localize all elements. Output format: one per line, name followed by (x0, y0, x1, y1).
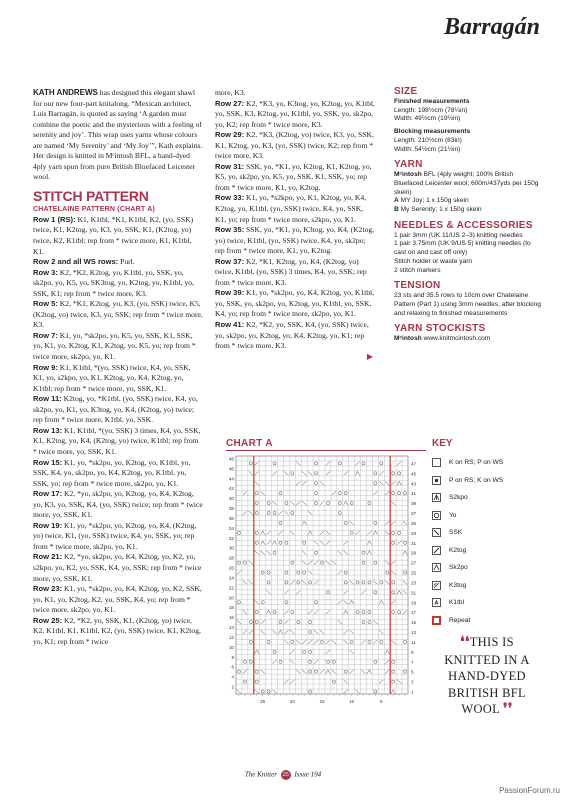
chart-row-number: 34 (228, 525, 234, 531)
row-label: Row 39: (215, 288, 245, 298)
needles-heading: NEEDLES & ACCESSORIES (394, 219, 533, 231)
row-label: Row 3: (33, 267, 58, 277)
yarn-heading: YARN (394, 159, 423, 171)
row-label: Row 5: (33, 299, 58, 309)
row-text: K1, yo, *sk2po, yo, K5, yo, SSK, K1, SSK, yo, K1, yo, K2tog, K1, K2tog, yo, K5, yo; rep from * twice more, sk2po, yo, K1. (33, 330, 196, 362)
chart-row-number: 44 (228, 476, 234, 482)
finished-title: Finished measurements (394, 98, 470, 105)
chart-row-number: 4 (231, 674, 234, 680)
row-instruction (33, 616, 203, 648)
row-label: Row 1 (RS): (33, 214, 76, 224)
key-item (432, 524, 542, 542)
row-text: K1, yo, *sk2po, yo, K2tog, yo, K1tbl, yo, SSK, K4, yo, sk2po, yo, K4, K2tog, yo, K1tbl, yo, SSK, yo; rep from * twice more, sk2po, yo, K1. (33, 457, 191, 488)
stockist-url: www.knitmcintosh.com (421, 335, 491, 343)
row-instruction (215, 130, 375, 162)
chart-row-number: 30 (228, 545, 234, 551)
chart-col-number: 5 (380, 699, 383, 704)
row-label: Row 27: (215, 98, 245, 108)
size-section (394, 86, 544, 154)
key-item-label: K3tog (449, 581, 467, 589)
chart-col-number: 25 (260, 699, 266, 704)
key-item-label: Yo (449, 511, 457, 519)
row-text: K2, *K3, (K2tog, yo) twice, K3, yo, SSK, K1, K2tog, yo, K3, (yo, SSK) twice, K2; rep from * twice more, K3. (215, 130, 374, 161)
yarn-a-label: A (394, 197, 399, 205)
chart-row-number: 42 (228, 486, 234, 492)
row-instruction (33, 584, 203, 616)
row-instruction (33, 552, 203, 584)
row-instruction (33, 268, 203, 300)
blocking-title: Blocking measurements (394, 128, 471, 136)
chart-row-number: 36 (228, 515, 234, 521)
chart-row-number: 13 (411, 630, 417, 636)
chart-row-number: 20 (228, 595, 234, 601)
needles-line-4: 2 stitch markers (394, 266, 441, 274)
row-instruction (215, 99, 375, 131)
key-item-label: Repeat (449, 616, 471, 624)
chart-row-number: 38 (228, 506, 234, 512)
key-item-label: S2kpo (449, 494, 468, 502)
row-label: Row 15: (33, 457, 63, 467)
chart-row-number: 7 (411, 659, 414, 665)
yarn-b (394, 206, 544, 215)
row-text: K1, yo, *sk2po, yo, K4, K2tog, yo, K1tbl, yo, SSK, yo, sk2po, yo, K2tog, yo, K1tbl, yo, SSK, K4, yo; rep from * twice more, sk2po, yo, K1. (215, 288, 375, 319)
chart-row-number: 29 (411, 550, 417, 556)
k2tog-slash-icon (432, 546, 441, 555)
row-label: Row 13: (33, 425, 63, 435)
s2kpo-symbol-icon (432, 493, 441, 502)
tension-heading: TENSION (394, 280, 441, 292)
chart-a-svg (222, 452, 422, 710)
chart-row-number: 45 (411, 471, 417, 477)
yarn-a (394, 197, 544, 206)
chart-row-number: 19 (411, 600, 417, 606)
chart-row-number: 48 (228, 456, 234, 462)
row-instruction (215, 88, 375, 99)
chart-row-number: 12 (228, 634, 234, 640)
row-label: Row 17: (33, 489, 63, 499)
chart-row-number: 2 (231, 684, 234, 690)
row-label: Row 33: (215, 193, 245, 203)
row-text: Purl. (118, 257, 135, 267)
row-instruction (215, 225, 375, 257)
chart-row-number: 32 (228, 535, 234, 541)
key-item (432, 612, 542, 630)
row-text: SSK, yo, *K1, yo, K2tog, K1, K2tog, yo, K5, yo, sk2po, yo, K5, yo, SSK, K1, SSK, yo; rep from * twice more, K1, yo, K2tog. (215, 161, 372, 192)
key-list (432, 454, 542, 629)
row-text: more, K3. (215, 88, 246, 97)
row-instruction (215, 257, 375, 289)
chart-row-number: 21 (411, 590, 417, 596)
chart-row-number: 23 (411, 580, 417, 586)
key-item-label: P on RS; K on WS (449, 476, 504, 484)
row-instruction (215, 320, 375, 352)
row-text: K2, *K3, yo, K3tog, yo, K2tog, yo, K1tbl, yo, SSK, K3, K2tog, yo, K1tbl, yo, SSK, yo, sk2po, yo, K2; rep from * twice more, K3. (215, 98, 375, 129)
chart-row-number: 41 (411, 491, 417, 497)
chart-row-number: 11 (411, 639, 416, 645)
close-quote-icon: ❜❜ (503, 702, 513, 717)
chart-row-number: 31 (411, 540, 417, 546)
chart-row-number: 26 (228, 565, 234, 571)
stitch-pattern-subheading: CHATELAINE PATTERN (CHART A) (33, 205, 155, 213)
yarn-a-text: MY Joy; 1 x 150g skein (398, 197, 469, 205)
row-label: Row 23: (33, 584, 63, 594)
row-instruction (33, 215, 203, 257)
row-text: K2, *yo, sk2po, yo, K4, K2tog, yo, K2, yo, s2kpo, yo, K2, yo, SSK, K4, yo, SSK; rep from * twice more, yo, SSK, K1. (33, 552, 202, 583)
pattern-column-1 (33, 88, 203, 647)
row-instruction (33, 363, 203, 395)
chart-col-number: 15 (319, 699, 325, 704)
finished-length: Length: 198½cm (78¼in) (394, 106, 468, 114)
row-label: Row 41: (215, 320, 245, 330)
chart-title: CHART A (226, 438, 273, 449)
row-text: K1, K1tbl, *(yo, SSK) 3 times, K4, yo, SSK, K1, K2tog, yo, K4, (K2tog, yo) twice, K1tbl; rep from * twice more, yo, SSK, K1. (33, 425, 201, 456)
tension-text: 23 sts and 35.5 rows to 10cm over Chatelaine Pattern (Part 1) using 3mm needles, after blocking and relaxing to finished measurements (394, 292, 541, 317)
row-instruction (33, 299, 203, 331)
watermark: PassionForum.ru (499, 786, 560, 795)
key-item-label: SSK (449, 529, 463, 537)
tension-section (394, 280, 544, 318)
row-text: K1, yo, *sk2po, yo, K4, K2tog, yo, K2, SSK, yo, K1, yo, K2tog, K2, yo, SSK, K4, yo; rep from * twice more, sk2po, yo, K1. (33, 584, 202, 615)
key-item-label: Sk2po (449, 564, 468, 572)
row-text: K2, *K2, yo, SSK, K4, (yo, SSK) twice, yo, sk2po, yo, K2tog, yo, K4, K2tog, yo, K1; rep from * twice more, K3. (215, 320, 369, 351)
yarn-b-label: B (394, 206, 399, 214)
row-text: K1, K1tbl, *(yo, SSK) twice, K4, yo, SSK, K1, yo, s2kpo, yo, K1, K2tog, yo, K4, K2tog, yo, K1tbl; rep from * twice more, yo, SSK, K1. (33, 362, 191, 393)
row-label: Row 2 and all WS rows: (33, 257, 119, 267)
finished-width: Width: 49½cm (19½in) (394, 115, 461, 123)
row-text: K2, *K1, K2tog, yo, K3, (yo, SSK) twice, K5, (K2tog, yo) twice, K3, yo, SSK; rep from * twice more, K3. (33, 299, 203, 330)
row-text: K1, yo, *sk2po, yo, K2tog, yo, K4, (K2tog, yo) twice, K1, (yo, SSK) twice, K4, yo, SSK, yo; rep from * twice more, sk2po, yo, K1. (33, 520, 197, 551)
row-instruction (33, 331, 203, 363)
chart-row-number: 43 (411, 481, 417, 487)
chart-row-number: 40 (228, 496, 234, 502)
key-item (432, 472, 542, 490)
needles-line-1: 1 pair 3mm (UK 11/US 2–3) knitting needles (394, 231, 523, 239)
chart-row-number: 1 (411, 689, 414, 695)
key-item (432, 454, 542, 472)
intro-paragraph (33, 88, 203, 183)
row-label: Row 35: (215, 225, 245, 235)
row-instruction (33, 426, 203, 458)
designer-name: KATH ANDREWS (33, 88, 98, 97)
chart-row-number: 15 (411, 620, 417, 626)
row-label: Row 9: (33, 362, 58, 372)
row-instructions-list-2 (215, 88, 375, 352)
key-item (432, 577, 542, 595)
info-column (394, 86, 544, 349)
stockists-section (394, 323, 544, 344)
yo-circle-icon (432, 511, 441, 520)
continued-arrow-icon: ▶ (366, 351, 373, 361)
row-instruction (215, 193, 375, 225)
yarn-brand: Mᶜintosh (394, 171, 422, 179)
chart-row-number: 18 (228, 605, 234, 611)
chart-row-number: 8 (231, 654, 234, 660)
quote-text: THIS IS KNITTED IN A HAND-DYED BRITISH BFL WOOL (444, 635, 530, 716)
blocking-width: Width: 54½cm (21½in) (394, 145, 461, 153)
row-label: Row 7: (33, 330, 58, 340)
chart-col-number: 20 (289, 699, 295, 704)
chart-row-number: 24 (228, 575, 234, 581)
chart-a (222, 452, 422, 710)
row-label: Row 11: (33, 394, 62, 404)
open-quote-icon: ❛❛ (460, 635, 470, 650)
key-item-label: K1tbl (449, 599, 465, 607)
chart-row-number: 10 (228, 644, 234, 650)
yarn-b-text: My Serenity; 1 x 150g skein (398, 206, 482, 214)
page-number: 25 (282, 772, 289, 778)
key-item-label: K on RS; P on WS (449, 459, 504, 467)
chart-row-number: 14 (228, 625, 234, 631)
row-instruction (215, 288, 375, 320)
row-label: Row 25: (33, 615, 63, 625)
stockists-heading: YARN STOCKISTS (394, 323, 486, 335)
pull-quote (432, 634, 542, 719)
chart-row-number: 37 (411, 511, 417, 517)
row-instruction (215, 162, 375, 194)
size-heading: SIZE (394, 86, 418, 97)
magazine-name: The Knitter (244, 770, 277, 779)
needles-line-3: Stitch holder or waste yarn (394, 257, 473, 265)
row-text: K2, *K2, yo, SSK, K1, (K2tog, yo) twice, K2, K1tbl, K1, K1tbl, K2, (yo, SSK) twice, K1, K2tog, yo, K1; rep from * twice (33, 615, 201, 646)
ssk-slash-icon (432, 528, 441, 537)
row-instruction (33, 257, 203, 268)
chart-row-number: 5 (411, 669, 414, 675)
chart-row-number: 17 (411, 610, 417, 616)
row-text: K2, *K2, K2tog, yo, K1tbl, yo, SSK, yo, sk2po, yo, K5, yo, SK3tog, yo, K2tog, yo, K1tbl, yo, SSK, K1; rep from * twice more, K3. (33, 267, 194, 298)
row-text: K1, K1tbl, *K1, K1tbl, K2, (yo, SSK) twice, K1, K2tog, yo, K3, yo, SSK, K1, (K2tog, yo) twice, K2, K1tbl; rep from * twice more, K1, K1tbl, K1. (33, 214, 194, 256)
k3tog-symbol-icon (432, 581, 441, 590)
key-item (432, 507, 542, 525)
row-text: K1, yo, *s2kpo, yo, K1, K2tog, yo, K4, K2tog, yo, K1tbl, (yo, SSK) twice, K4, yo, SSK, K1, yo; rep from * twice more, s2kpo, yo, K1. (215, 193, 367, 224)
chart-row-number: 22 (228, 585, 234, 591)
row-instructions-list-1 (33, 215, 203, 647)
row-instruction (33, 489, 203, 521)
row-text: SSK, yo, *K1, yo, K3tog, yo, K4, (K2tog, yo) twice, K1tbl, (yo, SSK) twice, K4, yo, sk2po; rep from * twice more, K1, yo, K2tog. (215, 225, 375, 256)
chart-row-number: 25 (411, 570, 417, 576)
k1tbl-symbol-icon (432, 598, 441, 607)
yarn-desc-text: BFL (4ply weight; 100% British Bluefaced Leicester wool; 600m/437yds per 150g skein) (394, 171, 539, 196)
sk2po-symbol-icon (432, 563, 441, 572)
row-label: Row 19: (33, 520, 63, 530)
yarn-desc (394, 171, 544, 197)
stockist-line (394, 335, 544, 344)
page-footer (0, 770, 566, 780)
row-text: K2, *K1, K2tog, yo, K4, (K2tog, yo) twice, K1tbl, (yo, SSK) 3 times, K4, yo, SSK; rep from * twice more, K3. (215, 256, 367, 287)
row-label: Row 37: (215, 256, 245, 266)
key-item (432, 559, 542, 577)
key-heading: KEY (432, 438, 453, 449)
row-text: K2, *yo, sk2po, yo, K2tog, yo, K4, K2tog, yo, K3, yo, SSK, K4, (yo, SSK) twice; rep from * twice more, yo, SSK, K1. (33, 489, 203, 520)
chart-key (432, 438, 542, 629)
key-item (432, 489, 542, 507)
chart-row-number: 35 (411, 520, 417, 526)
yarn-section (394, 159, 544, 215)
chart-row-number: 3 (411, 679, 414, 685)
needles-line-2: 1 pair 3.75mm (UK 9/US 5) knitting needles (to cast on and cast off only) (394, 240, 531, 257)
chart-title-rule (226, 450, 426, 451)
intro-text: has designed this elegant shawl for our new four-part knitalong. “Mexican architect, Luis Barragán, is quoted as saying ‘A garden must combine the poetic and the mysterious with a feeling of serenity and joy’. This wrap uses yarns whose colours are named ‘My Serenity’ and ‘My Joy’”, Kath explains. Her design is knitted in Mᶜintosh BFL, a hand-dyed 4ply yarn spun from pure British Bluefaced Leicester wool. (33, 88, 203, 182)
chart-row-number: 47 (411, 461, 417, 467)
chart-row-number: 6 (231, 664, 234, 670)
key-item (432, 594, 542, 612)
row-instruction (33, 394, 203, 426)
issue-number: Issue 194 (294, 770, 322, 779)
blocking-length: Length: 210½cm (83in) (394, 136, 462, 144)
chart-row-number: 33 (411, 530, 417, 536)
row-instruction (33, 458, 203, 490)
stitch-pattern-heading: STITCH PATTERN (33, 187, 149, 204)
key-item-label: K2tog (449, 546, 467, 554)
page-title: Barragán (443, 14, 540, 40)
chart-row-number: 27 (411, 560, 417, 566)
row-label: Row 29: (215, 130, 245, 140)
chart-row-number: 39 (411, 501, 417, 507)
chart-row-number: 9 (411, 649, 414, 655)
needles-section (394, 220, 544, 276)
p-dot-square-icon (432, 476, 441, 485)
chart-col-number: 10 (349, 699, 355, 704)
k-square-icon (432, 458, 441, 467)
chart-row-number: 46 (228, 466, 234, 472)
row-instruction (33, 521, 203, 553)
row-label: Row 21: (33, 552, 63, 562)
stockist-brand: Mᶜintosh (394, 335, 422, 343)
repeat-box-icon (432, 616, 441, 625)
row-label: Row 31: (215, 161, 245, 171)
pattern-column-2 (215, 88, 375, 362)
chart-row-number: 28 (228, 555, 234, 561)
chart-row-number: 16 (228, 615, 234, 621)
key-item (432, 542, 542, 560)
row-text: K2tog, yo, *K1tbl, (yo, SSK) twice, K4, yo, sk2po, yo, K1, yo, K3tog, yo, K4, (K2tog, yo) twice; rep from * twice more, K1tbl, yo, SSK. (33, 394, 198, 425)
